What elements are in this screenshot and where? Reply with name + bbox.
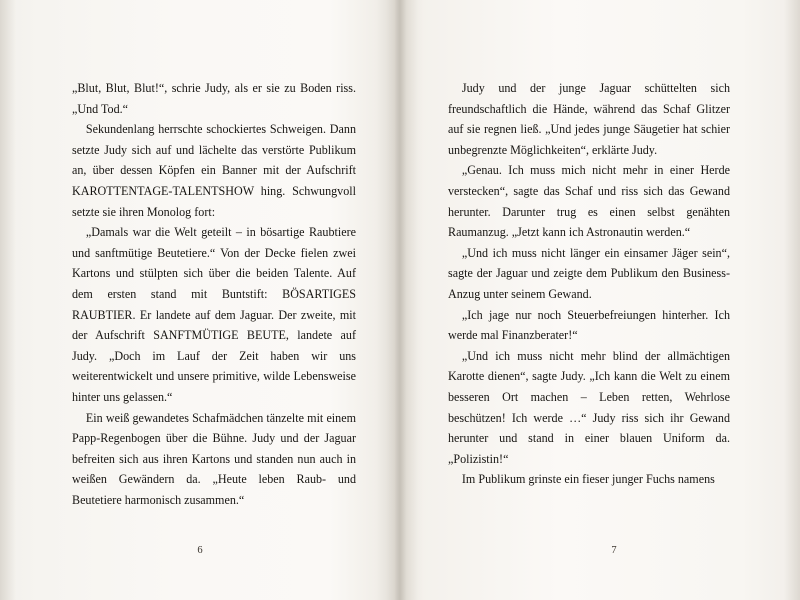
paragraph: „Blut, Blut, Blut!“, schrie Judy, als er sie zu Boden riss. „Und Tod.“ bbox=[72, 81, 356, 116]
page-number-left: 6 bbox=[197, 545, 203, 556]
right-page-text bbox=[448, 78, 730, 490]
right-page bbox=[400, 0, 800, 600]
paragraph: Sekundenlang herrschte schockiertes Schweigen. Dann setzte Judy sich auf und lächelte das verstörte Publikum an, über dessen Köpfen ein Banner mit der Aufschrift KAROTTENTAGE-TALENTSHOW hing. Schwungvoll setzte sie ihren Monolog fort: bbox=[72, 122, 356, 219]
paragraph: „Ich jage nur noch Steuerbefreiungen hinterher. Ich werde mal Finanzberater!“ bbox=[448, 307, 730, 343]
paragraph: Ein weiß gewandetes Schafmädchen tänzelte mit einem Papp-Regenbogen über die Bühne. Judy und der Jaguar befreiten sich aus ihren Kartons und standen nun auch in weißen Gewändern da. „Heute leben Raub- und Beutetiere harmonisch zusammen.“ bbox=[72, 410, 356, 507]
paragraph: Judy und der junge Jaguar schüttelten sich freundschaftlich die Hände, während das Schaf Glitzer auf sie regnen ließ. „Und jedes junge Säugetier hat schier unbegrenzte Möglichkeiten“, erklärte Judy. bbox=[448, 81, 730, 157]
paragraph: Im Publikum grinste ein fieser junger Fuchs namens bbox=[461, 472, 715, 487]
paragraph: „Damals war die Welt geteilt – in bösartige Raubtiere und sanftmütige Beutetiere.“ Von der Decke fielen zwei Kartons und stülpten sich über die beiden Talente. Auf dem ersten stand mit Buntstift: BÖSARTIGES RAUBTIER. Er landete auf dem Jaguar. Der zweite, mit der Aufschrift SANFTMÜTIGE BEUTE, landete auf Judy. „Doch im Lauf der Zeit haben wir uns weiterentwickelt und unsere primitive, wilde Lebensweise hinter uns gelassen.“ bbox=[72, 225, 356, 404]
paragraph: „Genau. Ich muss mich nicht mehr in einer Herde verstecken“, sagte das Schaf und riss sich das Gewand herunter. Darunter trug es einen selbst genähten Raumanzug. „Jetzt kann ich Astronautin werden.“ bbox=[448, 163, 730, 240]
paragraph: „Und ich muss nicht länger ein einsamer Jäger sein“, sagte der Jaguar und zeigte dem Publikum den Business-Anzug unter seinem Gewand. bbox=[448, 245, 730, 301]
paragraph: „Und ich muss nicht mehr blind der allmächtigen Karotte dienen“, sagte Judy. „Ich kann die Welt zu einem besseren Ort machen – Leben retten, Wehrlose beschützen! Ich werde …“ Judy riss sich ihr Gewand herunter und stand in einer blauen Uniform da. „Polizistin!“ bbox=[448, 348, 730, 466]
left-page-text bbox=[72, 78, 356, 510]
page-number-right: 7 bbox=[611, 545, 617, 556]
